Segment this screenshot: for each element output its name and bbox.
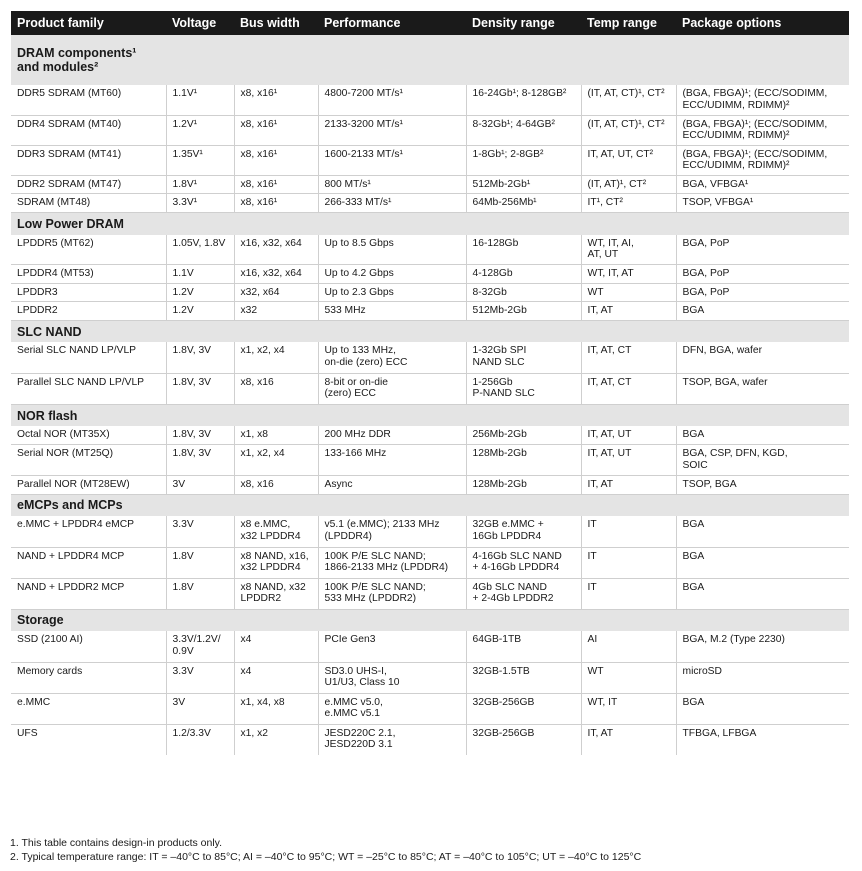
section-row <box>11 609 849 631</box>
cell-bus-width: x32 <box>234 302 318 321</box>
cell-package-options: BGA <box>676 578 849 609</box>
table-row <box>11 145 849 175</box>
cell-package-options: BGA <box>676 302 849 321</box>
cell-density-range: 32GB-256GB <box>466 693 581 724</box>
cell-bus-width: x1, x2 <box>234 724 318 755</box>
cell-bus-width: x8 NAND, x16, x32 LPDDR4 <box>234 547 318 578</box>
table-row <box>11 85 849 115</box>
cell-package-options: BGA, M.2 (Type 2230) <box>676 631 849 662</box>
header-row <box>11 11 849 35</box>
cell-package-options: BGA <box>676 516 849 547</box>
table-row <box>11 265 849 284</box>
cell-product-family: DDR3 SDRAM (MT41) <box>11 145 166 175</box>
cell-density-range: 4Gb SLC NAND + 2-4Gb LPDDR2 <box>466 578 581 609</box>
header-package-options: Package options <box>676 11 849 35</box>
cell-performance: Up to 4.2 Gbps <box>318 265 466 284</box>
cell-voltage: 3.3V <box>166 516 234 547</box>
cell-product-family: DDR2 SDRAM (MT47) <box>11 175 166 194</box>
cell-temp-range: IT, AT, UT <box>581 444 676 475</box>
cell-performance: 266-333 MT/s¹ <box>318 194 466 213</box>
table-row <box>11 693 849 724</box>
cell-voltage: 1.8V <box>166 578 234 609</box>
cell-package-options: BGA, VFBGA¹ <box>676 175 849 194</box>
cell-bus-width: x8, x16¹ <box>234 115 318 145</box>
cell-temp-range: IT, AT <box>581 475 676 494</box>
cell-performance: 100K P/E SLC NAND; 1866-2133 MHz (LPDDR4) <box>318 547 466 578</box>
cell-bus-width: x4 <box>234 631 318 662</box>
cell-density-range: 64Mb-256Mb¹ <box>466 194 581 213</box>
table-row <box>11 283 849 302</box>
cell-product-family: NAND + LPDDR2 MCP <box>11 578 166 609</box>
cell-bus-width: x8, x16 <box>234 373 318 404</box>
cell-performance: Up to 2.3 Gbps <box>318 283 466 302</box>
cell-performance: Up to 133 MHz, on-die (zero) ECC <box>318 342 466 373</box>
cell-performance: Async <box>318 475 466 494</box>
cell-product-family: LPDDR3 <box>11 283 166 302</box>
table-row <box>11 302 849 321</box>
cell-voltage: 1.1V¹ <box>166 85 234 115</box>
cell-bus-width: x1, x4, x8 <box>234 693 318 724</box>
cell-temp-range: (IT, AT, CT)¹, CT² <box>581 85 676 115</box>
cell-voltage: 1.35V¹ <box>166 145 234 175</box>
cell-temp-range: AI <box>581 631 676 662</box>
cell-voltage: 1.2/3.3V <box>166 724 234 755</box>
cell-package-options: BGA, PoP <box>676 265 849 284</box>
section-title: SLC NAND <box>11 320 849 342</box>
cell-package-options: BGA, PoP <box>676 283 849 302</box>
cell-voltage: 1.2V <box>166 283 234 302</box>
section-row <box>11 494 849 516</box>
section-title: Low Power DRAM <box>11 213 849 235</box>
cell-voltage: 3.3V <box>166 662 234 693</box>
cell-package-options: BGA, CSP, DFN, KGD, SOIC <box>676 444 849 475</box>
cell-product-family: LPDDR4 (MT53) <box>11 265 166 284</box>
cell-density-range: 256Mb-2Gb <box>466 426 581 444</box>
cell-temp-range: IT¹, CT² <box>581 194 676 213</box>
footnote-2: 2. Typical temperature range: IT = –40°C to 85°C; AI = –40°C to 95°C; WT = –25°C to 85°C; AT = –40°C to 105°C; UT = –40°C to 125°C <box>10 851 642 863</box>
table-row <box>11 578 849 609</box>
table-row <box>11 175 849 194</box>
footnotes <box>10 836 641 864</box>
cell-package-options: microSD <box>676 662 849 693</box>
table-row <box>11 115 849 145</box>
cell-temp-range: IT <box>581 516 676 547</box>
cell-density-range: 128Mb-2Gb <box>466 475 581 494</box>
cell-performance: 200 MHz DDR <box>318 426 466 444</box>
header-temp-range: Temp range <box>581 11 676 35</box>
cell-voltage: 1.2V <box>166 302 234 321</box>
header-voltage: Voltage <box>166 11 234 35</box>
cell-density-range: 4-128Gb <box>466 265 581 284</box>
header-product-family: Product family <box>11 11 166 35</box>
cell-bus-width: x8, x16¹ <box>234 85 318 115</box>
cell-voltage: 1.2V¹ <box>166 115 234 145</box>
table-header <box>11 11 849 35</box>
cell-performance: Up to 8.5 Gbps <box>318 235 466 265</box>
cell-temp-range: IT, AT <box>581 302 676 321</box>
cell-temp-range: IT, AT, UT <box>581 426 676 444</box>
cell-density-range: 32GB-256GB <box>466 724 581 755</box>
table-row <box>11 662 849 693</box>
table-row <box>11 547 849 578</box>
cell-temp-range: WT, IT, AT <box>581 265 676 284</box>
cell-density-range: 512Mb-2Gb¹ <box>466 175 581 194</box>
cell-voltage: 1.8V, 3V <box>166 342 234 373</box>
cell-voltage: 1.8V, 3V <box>166 373 234 404</box>
cell-voltage: 3.3V¹ <box>166 194 234 213</box>
cell-density-range: 16-128Gb <box>466 235 581 265</box>
footnote-1: 1. This table contains design-in products only. <box>10 837 223 849</box>
section-title: Storage <box>11 609 849 631</box>
cell-product-family: Parallel NOR (MT28EW) <box>11 475 166 494</box>
section-row <box>11 404 849 426</box>
cell-voltage: 1.1V <box>166 265 234 284</box>
table-row <box>11 724 849 755</box>
cell-density-range: 32GB e.MMC + 16Gb LPDDR4 <box>466 516 581 547</box>
cell-density-range: 1-32Gb SPI NAND SLC <box>466 342 581 373</box>
product-table <box>11 11 849 755</box>
table-row <box>11 342 849 373</box>
cell-bus-width: x8, x16¹ <box>234 145 318 175</box>
cell-product-family: SDRAM (MT48) <box>11 194 166 213</box>
cell-product-family: Serial NOR (MT25Q) <box>11 444 166 475</box>
cell-voltage: 1.8V <box>166 547 234 578</box>
cell-bus-width: x4 <box>234 662 318 693</box>
cell-bus-width: x16, x32, x64 <box>234 235 318 265</box>
cell-bus-width: x8, x16¹ <box>234 194 318 213</box>
cell-density-range: 1-8Gb¹; 2-8GB² <box>466 145 581 175</box>
cell-bus-width: x32, x64 <box>234 283 318 302</box>
table-body <box>11 35 849 755</box>
table-row <box>11 516 849 547</box>
cell-density-range: 64GB-1TB <box>466 631 581 662</box>
cell-density-range: 1-256Gb P-NAND SLC <box>466 373 581 404</box>
cell-product-family: NAND + LPDDR4 MCP <box>11 547 166 578</box>
cell-temp-range: IT, AT, CT <box>581 373 676 404</box>
cell-density-range: 128Mb-2Gb <box>466 444 581 475</box>
cell-package-options: (BGA, FBGA)¹; (ECC/SODIMM, ECC/UDIMM, RDIMM)² <box>676 85 849 115</box>
table-row <box>11 373 849 404</box>
header-performance: Performance <box>318 11 466 35</box>
cell-performance: PCIe Gen3 <box>318 631 466 662</box>
cell-density-range: 4-16Gb SLC NAND + 4-16Gb LPDDR4 <box>466 547 581 578</box>
cell-performance: 800 MT/s¹ <box>318 175 466 194</box>
section-title: DRAM components¹ and modules² <box>11 35 849 85</box>
cell-performance: 2133-3200 MT/s¹ <box>318 115 466 145</box>
cell-performance: 100K P/E SLC NAND; 533 MHz (LPDDR2) <box>318 578 466 609</box>
cell-product-family: Memory cards <box>11 662 166 693</box>
cell-performance: 133-166 MHz <box>318 444 466 475</box>
cell-temp-range: WT <box>581 662 676 693</box>
section-row <box>11 213 849 235</box>
cell-package-options: TSOP, VFBGA¹ <box>676 194 849 213</box>
table-row <box>11 475 849 494</box>
table-row <box>11 194 849 213</box>
cell-performance: e.MMC v5.0, e.MMC v5.1 <box>318 693 466 724</box>
cell-voltage: 1.8V, 3V <box>166 426 234 444</box>
cell-package-options: (BGA, FBGA)¹; (ECC/SODIMM, ECC/UDIMM, RDIMM)² <box>676 145 849 175</box>
cell-bus-width: x1, x2, x4 <box>234 342 318 373</box>
section-row <box>11 320 849 342</box>
cell-temp-range: IT, AT <box>581 724 676 755</box>
cell-temp-range: WT <box>581 283 676 302</box>
cell-bus-width: x8, x16 <box>234 475 318 494</box>
cell-temp-range: IT <box>581 578 676 609</box>
cell-package-options: BGA <box>676 547 849 578</box>
header-bus-width: Bus width <box>234 11 318 35</box>
cell-temp-range: (IT, AT, CT)¹, CT² <box>581 115 676 145</box>
section-row <box>11 35 849 85</box>
cell-package-options: DFN, BGA, wafer <box>676 342 849 373</box>
table-row <box>11 444 849 475</box>
cell-product-family: SSD (2100 AI) <box>11 631 166 662</box>
cell-voltage: 1.8V, 3V <box>166 444 234 475</box>
table-row <box>11 631 849 662</box>
cell-product-family: DDR5 SDRAM (MT60) <box>11 85 166 115</box>
cell-product-family: Octal NOR (MT35X) <box>11 426 166 444</box>
cell-performance: JESD220C 2.1, JESD220D 3.1 <box>318 724 466 755</box>
cell-voltage: 3V <box>166 475 234 494</box>
cell-package-options: TSOP, BGA <box>676 475 849 494</box>
cell-product-family: e.MMC + LPDDR4 eMCP <box>11 516 166 547</box>
cell-density-range: 16-24Gb¹; 8-128GB² <box>466 85 581 115</box>
cell-product-family: e.MMC <box>11 693 166 724</box>
cell-product-family: Serial SLC NAND LP/VLP <box>11 342 166 373</box>
cell-performance: SD3.0 UHS-I, U1/U3, Class 10 <box>318 662 466 693</box>
cell-bus-width: x8 e.MMC, x32 LPDDR4 <box>234 516 318 547</box>
cell-voltage: 1.05V, 1.8V <box>166 235 234 265</box>
cell-voltage: 3V <box>166 693 234 724</box>
cell-voltage: 1.8V¹ <box>166 175 234 194</box>
table-row <box>11 426 849 444</box>
cell-density-range: 32GB-1.5TB <box>466 662 581 693</box>
cell-performance: 1600-2133 MT/s¹ <box>318 145 466 175</box>
section-title: NOR flash <box>11 404 849 426</box>
cell-bus-width: x1, x2, x4 <box>234 444 318 475</box>
cell-density-range: 512Mb-2Gb <box>466 302 581 321</box>
table-row <box>11 235 849 265</box>
cell-product-family: UFS <box>11 724 166 755</box>
cell-performance: 533 MHz <box>318 302 466 321</box>
cell-bus-width: x8, x16¹ <box>234 175 318 194</box>
cell-package-options: TFBGA, LFBGA <box>676 724 849 755</box>
cell-product-family: Parallel SLC NAND LP/VLP <box>11 373 166 404</box>
cell-product-family: LPDDR2 <box>11 302 166 321</box>
cell-temp-range: WT, IT <box>581 693 676 724</box>
cell-density-range: 8-32Gb <box>466 283 581 302</box>
cell-performance: 4800-7200 MT/s¹ <box>318 85 466 115</box>
cell-temp-range: IT, AT, UT, CT² <box>581 145 676 175</box>
cell-bus-width: x1, x8 <box>234 426 318 444</box>
cell-voltage: 3.3V/1.2V/ 0.9V <box>166 631 234 662</box>
cell-package-options: (BGA, FBGA)¹; (ECC/SODIMM, ECC/UDIMM, RDIMM)² <box>676 115 849 145</box>
cell-bus-width: x16, x32, x64 <box>234 265 318 284</box>
cell-performance: 8-bit or on-die (zero) ECC <box>318 373 466 404</box>
cell-package-options: TSOP, BGA, wafer <box>676 373 849 404</box>
cell-product-family: LPDDR5 (MT62) <box>11 235 166 265</box>
cell-package-options: BGA <box>676 693 849 724</box>
cell-bus-width: x8 NAND, x32 LPDDR2 <box>234 578 318 609</box>
cell-product-family: DDR4 SDRAM (MT40) <box>11 115 166 145</box>
cell-temp-range: IT, AT, CT <box>581 342 676 373</box>
section-title: eMCPs and MCPs <box>11 494 849 516</box>
cell-package-options: BGA, PoP <box>676 235 849 265</box>
header-density-range: Density range <box>466 11 581 35</box>
cell-performance: v5.1 (e.MMC); 2133 MHz (LPDDR4) <box>318 516 466 547</box>
cell-temp-range: (IT, AT)¹, CT² <box>581 175 676 194</box>
cell-temp-range: WT, IT, AI, AT, UT <box>581 235 676 265</box>
cell-temp-range: IT <box>581 547 676 578</box>
cell-density-range: 8-32Gb¹; 4-64GB² <box>466 115 581 145</box>
cell-package-options: BGA <box>676 426 849 444</box>
